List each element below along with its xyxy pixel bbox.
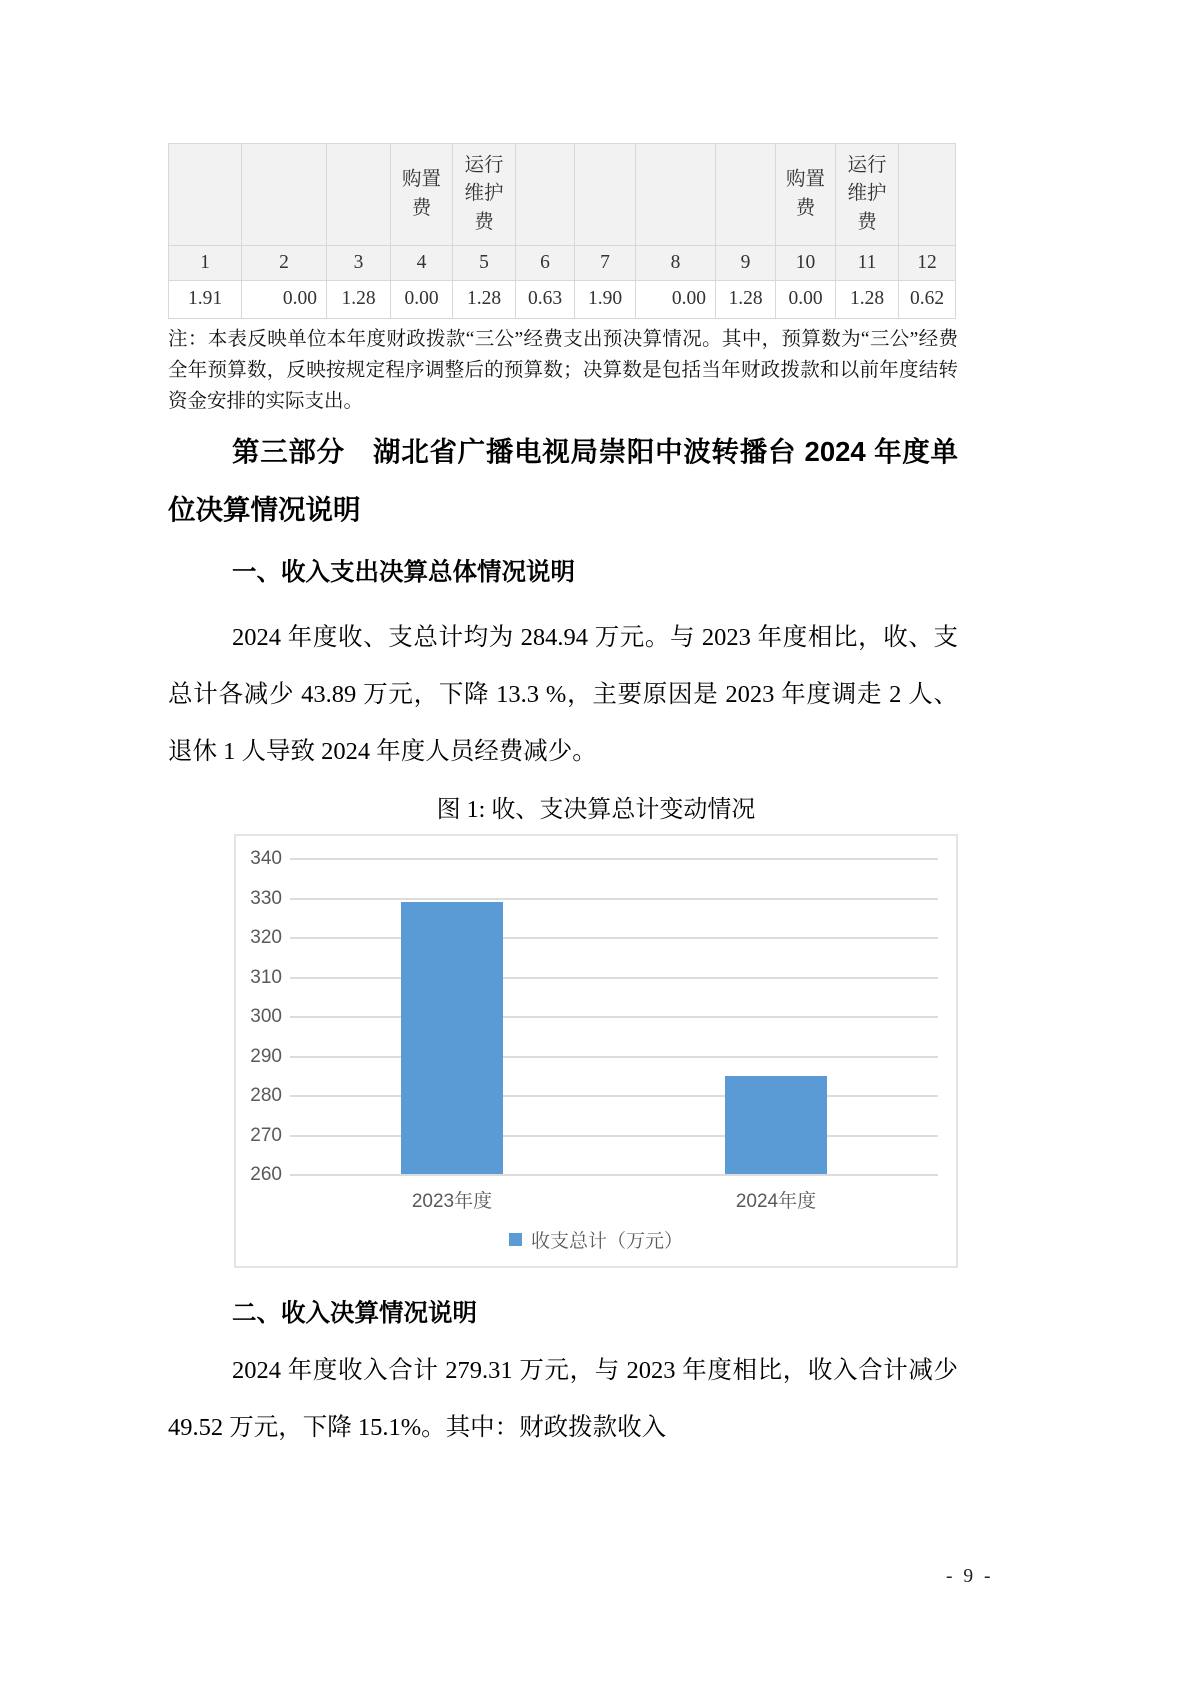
table-cell-header_row2-col4: 4: [391, 246, 453, 281]
table-cell-header_row1-col6: [516, 144, 575, 246]
table-cell-data_row-col6: 0.63: [516, 281, 575, 319]
table-cell-data_row-col4: 0.00: [391, 281, 453, 319]
y-axis-tick-label-270: 270: [250, 1124, 282, 1146]
paragraph-income: 2024 年度收入合计 279.31 万元，与 2023 年度相比，收入合计减少 49.52 万元，下降 15.1%。其中：财政拨款收入: [168, 1357, 958, 1441]
table-cell-header_row2-col3: 3: [327, 246, 391, 281]
y-axis-tick-label-300: 300: [250, 1006, 282, 1027]
table-cell-data_row-col5: 1.28: [453, 281, 516, 319]
table-cell-data_row-col2: 0.00: [242, 281, 327, 319]
y-axis-tick-label-310: 310: [250, 966, 282, 988]
page-number: - 9 -: [946, 1566, 994, 1587]
table-cell-header_row2-col12: 12: [899, 246, 956, 281]
table-cell-data_row-col1: 1.91: [169, 281, 242, 319]
paragraph-overview: 2024 年度收、支总计均为 284.94 万元。与 2023 年度相比，收、支总计各减少 43.89 万元，下降 13.3 %，主要原因是 2023 年度调走 2 人、退休 1 人导致 2024 年度人员经费减少。: [168, 624, 958, 765]
chart-legend: [236, 1226, 956, 1253]
legend-color-swatch: [509, 1233, 522, 1246]
table-cell-header_row1-col11: 运行维护费: [836, 144, 899, 246]
table-cell-header_row1-col4: 购置费: [391, 144, 453, 246]
section3-title: 第三部分 湖北省广播电视局崇阳中波转播台 2024 年度单位决算情况说明: [168, 436, 958, 525]
table-header-row-column-numbers: [169, 246, 956, 281]
figure1-title: 图 1: 收、支决算总计变动情况: [436, 797, 756, 823]
table-cell-header_row2-col6: 6: [516, 246, 575, 281]
table-cell-header_row2-col9: 9: [716, 246, 776, 281]
heading-income-statement: 二、收入决算情况说明: [232, 1300, 477, 1327]
x-axis-label-2024年度: 2024年度: [735, 1191, 817, 1212]
table-cell-data_row-col10: 0.00: [776, 281, 836, 319]
table-cell-header_row1-col12: [899, 144, 956, 246]
table-cell-header_row1-col8: [636, 144, 716, 246]
gridline-320: [290, 937, 938, 939]
gridline-340: [290, 858, 938, 860]
y-axis-tick-label-280: 280: [250, 1085, 282, 1106]
table-cell-data_row-col3: 1.28: [327, 281, 391, 319]
table-cell-header_row1-col1: [169, 144, 242, 246]
heading-income-expense-overview: 一、收入支出决算总体情况说明: [232, 559, 575, 586]
table-cell-data_row-col11: 1.28: [836, 281, 899, 319]
table-cell-header_row1-col10: 购置费: [776, 144, 836, 246]
table-cell-header_row2-col8: 8: [636, 246, 716, 281]
table-data-row: [169, 281, 956, 319]
y-axis-tick-label-330: 330: [250, 887, 282, 909]
chart-bar-2023年度: [401, 902, 503, 1174]
three-public-expense-table: [168, 143, 956, 319]
y-axis-tick-label-340: 340: [250, 848, 282, 869]
legend-label: 收支总计（万元）: [530, 1231, 683, 1252]
table-cell-header_row2-col5: 5: [453, 246, 516, 281]
y-axis-tick-label-290: 290: [250, 1045, 282, 1067]
gridline-270: [290, 1135, 938, 1137]
table-cell-data_row-col9: 1.28: [716, 281, 776, 319]
table-cell-header_row1-col5: 运行维护费: [453, 144, 516, 246]
table-cell-header_row2-col2: 2: [242, 246, 327, 281]
gridline-290: [290, 1056, 938, 1058]
table-note: 注：本表反映单位本年度财政拨款“三公”经费支出预决算情况。其中，预算数为“三公”经费全年预算数，反映按规定程序调整后的预算数；决算数是包括当年财政拨款和以前年度结转资金安排的实际支出。: [168, 329, 958, 412]
table-cell-header_row1-col2: [242, 144, 327, 246]
y-axis-tick-label-320: 320: [250, 927, 282, 948]
gridline-300: [290, 1016, 938, 1018]
table-cell-header_row2-col10: 10: [776, 246, 836, 281]
table-cell-data_row-col7: 1.90: [575, 281, 636, 319]
x-axis-label-2023年度: 2023年度: [411, 1191, 493, 1212]
table-header-row-fee-types: [169, 144, 956, 246]
table-cell-data_row-col12: 0.62: [899, 281, 956, 319]
table-cell-data_row-col8: 0.00: [636, 281, 716, 319]
table-cell-header_row1-col7: [575, 144, 636, 246]
gridline-260: [290, 1174, 938, 1176]
table-cell-header_row2-col1: 1: [169, 246, 242, 281]
bar-chart-figure1: [234, 834, 958, 1268]
table-cell-header_row1-col3: [327, 144, 391, 246]
gridline-280: [290, 1095, 938, 1097]
page-content: [168, 143, 958, 1456]
gridline-330: [290, 898, 938, 900]
table-cell-header_row2-col11: 11: [836, 246, 899, 281]
gridline-310: [290, 977, 938, 979]
chart-plot-area: [250, 848, 938, 1212]
y-axis-tick-label-260: 260: [250, 1164, 282, 1185]
table-cell-header_row1-col9: [716, 144, 776, 246]
table-cell-header_row2-col7: 7: [575, 246, 636, 281]
chart-bar-2024年度: [725, 1076, 827, 1175]
